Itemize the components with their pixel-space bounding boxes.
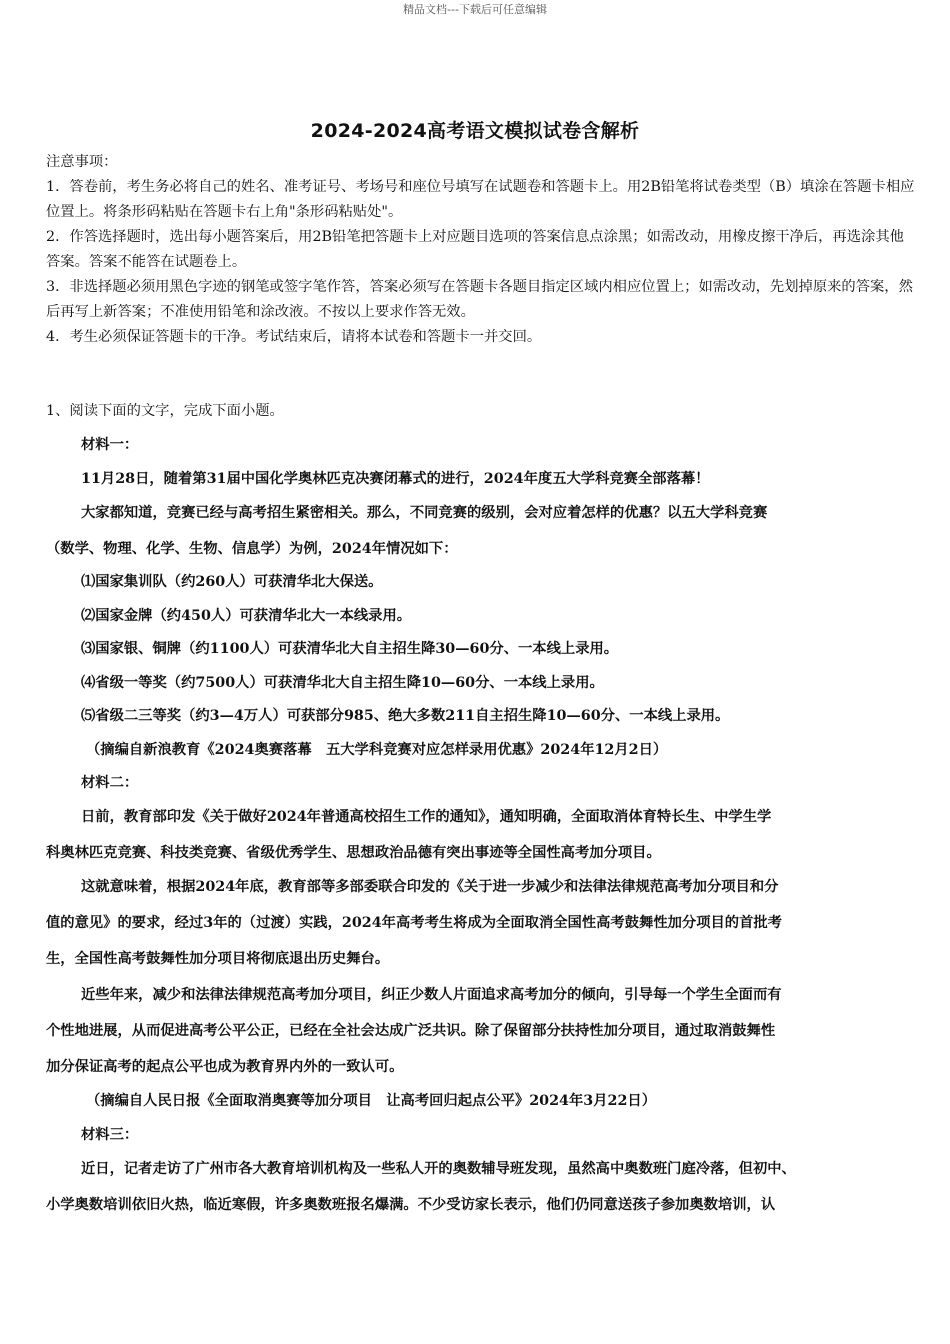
page-title: 2024-2024高考语文模拟试卷含解析: [310, 120, 640, 142]
paragraph-line: 小学奥数培训依旧火热，临近寒假，许多奥数班报名爆满。不少受访家长表示，他们仍同意送孩子参加奥数培训，认: [46, 1197, 776, 1213]
page-header: 精品文档---下载后可任意编辑: [403, 3, 547, 16]
material-label: 材料二：: [81, 775, 139, 791]
notice-item: 2．作答选择题时，选出每小题答案后，用2B铅笔把答题卡上对应题目选项的答案信息点涂黑；如需改动，用橡皮擦干净后，再选涂其他答案。答案不能答在试题卷上。: [46, 229, 904, 270]
question-intro: 1、阅读下面的文字，完成下面小题。: [46, 403, 284, 419]
notice-heading: 注意事项：: [46, 154, 118, 170]
notice-item: 4．考生必须保证答题卡的干净。考试结束后，请将本试卷和答题卡一并交回。: [46, 329, 542, 345]
paragraph-line: 个性地进展，从而促进高考公平公正，已经在全社会达成广泛共识。除了保留部分扶持性加分项目，通过取消鼓舞性: [46, 1023, 776, 1039]
list-item: ⑶国家银、铜牌（约1100人）可获清华北大自主招生降30—60分、一本线上录用。: [81, 641, 619, 657]
notice-section: [46, 150, 916, 350]
notice-item: 1．答卷前，考生务必将自己的姓名、准考证号、考场号和座位号填写在试题卷和答题卡上。用2B铅笔将试卷类型（B）填涂在答题卡相应位置上。将条形码粘贴在答题卡右上角"条形码粘贴处"。: [46, 179, 915, 220]
paragraph-line: 11月28日，随着第31届中国化学奥林匹克决赛闭幕式的进行，2024年度五大学科竞赛全部落幕！: [81, 471, 710, 487]
paragraph-line: 近些年来，减少和法律法律规范高考加分项目，纠正少数人片面追求高考加分的倾向，引导每一个学生全面而有: [81, 987, 782, 1003]
paragraph-line: 值的意见》的要求，经过3年的（过渡）实践，2024年高考考生将成为全面取消全国性高考鼓舞性加分项目的首批考: [46, 915, 782, 931]
paragraph-line: 加分保证高考的起点公平也成为教育界内外的一致认可。: [46, 1059, 404, 1075]
paragraph-line: 这就意味着，根据2024年底，教育部等多部委联合印发的《关于进一步减少和法律法律规范高考加分项目和分: [81, 879, 779, 895]
paragraph-line: 大家都知道，竞赛已经与高考招生紧密相关。那么，不同竞赛的级别，会对应着怎样的优惠？以五大学科竞赛: [81, 505, 768, 521]
paragraph-line: （数学、物理、化学、生物、信息学）为例，2024年情况如下：: [46, 541, 458, 557]
notice-item: 3．非选择题必须用黑色字迹的钢笔或签字笔作答，答案必须写在答题卡各题目指定区域内相应位置上；如需改动，先划掉原来的答案，然后再写上新答案；不准使用铅笔和涂改液。不按以上要求作答无效。: [46, 279, 913, 320]
paragraph-line: 生，全国性高考鼓舞性加分项目将彻底退出历史舞台。: [46, 951, 390, 967]
paragraph-line: 科奥林匹克竞赛、科技类竞赛、省级优秀学生、思想政治品德有突出事迹等全国性高考加分项目。: [46, 845, 661, 861]
source-citation: （摘编自新浪教育《2024奥赛落幕 五大学科竞赛对应怎样录用优惠》2024年12月2日）: [86, 742, 668, 758]
list-item: ⑷省级一等奖（约7500人）可获清华北大自主招生降10—60分、一本线上录用。: [81, 675, 604, 691]
list-item: ⑵国家金牌（约450人）可获清华北大一本线录用。: [81, 608, 412, 624]
paragraph-line: 日前，教育部印发《关于做好2024年普通高校招生工作的通知》，通知明确，全面取消体育特长生、中学生学: [81, 809, 772, 825]
material-label: 材料三：: [81, 1127, 139, 1143]
list-item: ⑸省级二三等奖（约3—4万人）可获部分985、绝大多数211自主招生降10—60分、一本线上录用。: [81, 708, 730, 724]
list-item: ⑴国家集训队（约260人）可获清华北大保送。: [81, 574, 383, 590]
paragraph-line: 近日，记者走访了广州市各大教育培训机构及一些私人开的奥数辅导班发现，虽然高中奥数班门庭冷落，但初中、: [81, 1161, 796, 1177]
source-citation: （摘编自人民日报《全面取消奥赛等加分项目 让高考回归起点公平》2024年3月22日）: [86, 1093, 657, 1109]
material-label: 材料一：: [81, 437, 139, 453]
